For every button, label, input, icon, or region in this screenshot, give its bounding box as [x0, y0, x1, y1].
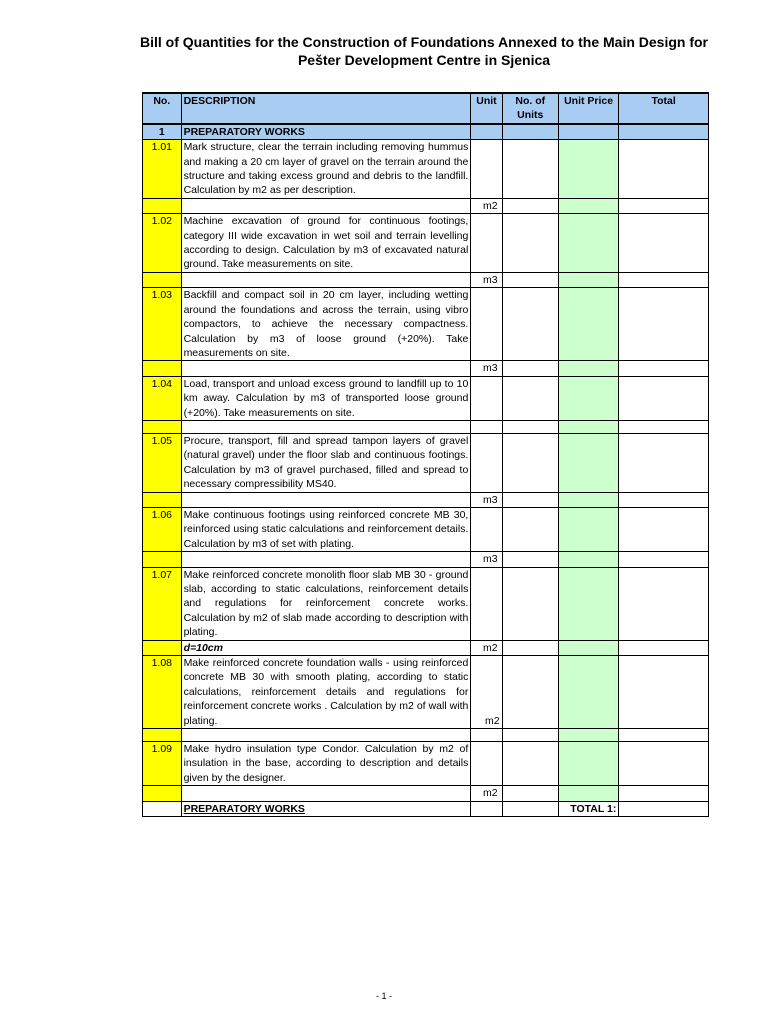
- item-description: Make continuous footings using reinforced concrete MB 30, reinforced using static calculations and reinforcement details. Calculation by m3 of set with plating.: [181, 507, 471, 551]
- item-quantity: [502, 507, 558, 551]
- item-unit-row: [143, 552, 709, 567]
- item-total: [619, 507, 709, 551]
- item-unit-inline: [471, 288, 502, 361]
- item-unit-row: [143, 272, 709, 287]
- item-unit: m2: [471, 640, 502, 655]
- item-row: [143, 742, 709, 786]
- item-unit: m3: [471, 552, 502, 567]
- item-unit-price: [558, 214, 618, 273]
- item-no: 1.06: [143, 507, 182, 551]
- item-unit-inline: m2: [471, 656, 502, 729]
- item-unit-price: [558, 433, 618, 492]
- header-unit-price: Unit Price: [558, 93, 618, 124]
- item-row: [143, 288, 709, 361]
- item-description: Procure, transport, fill and spread tampon layers of gravel (natural gravel) under the floor slab and continuous footings. Calculation by m3 of gravel purchased, filled and spread to necessary compressibility MS40.: [181, 433, 471, 492]
- header-no: No.: [143, 93, 182, 124]
- item-unit-row: [143, 729, 709, 742]
- item-no: 1.02: [143, 214, 182, 273]
- item-no: 1.04: [143, 376, 182, 420]
- item-total: [619, 742, 709, 786]
- item-unit-inline: [471, 214, 502, 273]
- item-unit: [471, 420, 502, 433]
- item-unit-price: [558, 567, 618, 640]
- item-total: [619, 376, 709, 420]
- item-subnote: [181, 420, 471, 433]
- item-no: 1.05: [143, 433, 182, 492]
- item-description: Make reinforced concrete monolith floor slab MB 30 - ground slab, according to static calculations, reinforcement details and regulations for reinforcement concrete works. Calculation by m2 of slab made according to description with plating.: [181, 567, 471, 640]
- header-no-of-units: No. of Units: [502, 93, 558, 124]
- item-quantity: [502, 656, 558, 729]
- item-row: [143, 214, 709, 273]
- item-unit: m2: [471, 198, 502, 213]
- item-total: [619, 656, 709, 729]
- item-description: Make hydro insulation type Condor. Calculation by m2 of insulation in the base, according to description and details given by the designer.: [181, 742, 471, 786]
- item-unit-price: [558, 742, 618, 786]
- item-unit-inline: [471, 742, 502, 786]
- item-description: Load, transport and unload excess ground to landfill up to 10 km away. Calculation by m3 of transported loose ground (+20%). Take measurements on site.: [181, 376, 471, 420]
- item-unit-inline: [471, 507, 502, 551]
- page-number: - 1 -: [375, 991, 392, 1001]
- item-total: [619, 433, 709, 492]
- item-quantity: [502, 433, 558, 492]
- item-unit-price: [558, 656, 618, 729]
- item-subnote: d=10cm: [181, 640, 471, 655]
- item-unit-row: [143, 640, 709, 655]
- item-description: Machine excavation of ground for continuous footings, category III wide excavation in wet soil and terrain levelling according to design. Calculation by m3 of excavated natural ground. Take measurements on site.: [181, 214, 471, 273]
- item-no: 1.03: [143, 288, 182, 361]
- item-total: [619, 214, 709, 273]
- total-row-label: PREPARATORY WORKS: [181, 801, 471, 816]
- item-unit: m3: [471, 272, 502, 287]
- item-quantity: [502, 742, 558, 786]
- item-description: Make reinforced concrete foundation walls - using reinforced concrete MB 30 with smooth plating, according to static calculations, reinforcement details and regulations for reinforcement concrete works . Calculation by m2 of wall with plating.: [181, 656, 471, 729]
- item-total: [619, 140, 709, 199]
- item-unit-inline: [471, 140, 502, 199]
- total-label: TOTAL 1:: [558, 801, 618, 816]
- item-no: 1.09: [143, 742, 182, 786]
- header-total: Total: [619, 93, 709, 124]
- item-description: Mark structure, clear the terrain including removing hummus and making a 20 cm layer of gravel on the terrain around the structure and taking excess ground and debris to the landfill. Calculation by m2 as per description.: [181, 140, 471, 199]
- item-no: 1.01: [143, 140, 182, 199]
- item-description: Backfill and compact soil in 20 cm layer, including wetting around the foundations and across the terrain, using vibro compactors, to achieve the necessary compactness. Calculation by m3 of loose ground (+20%). Take measurements on site.: [181, 288, 471, 361]
- item-row: [143, 140, 709, 199]
- item-total: [619, 567, 709, 640]
- item-unit: m3: [471, 492, 502, 507]
- table-header-row: [143, 93, 709, 124]
- item-quantity: [502, 567, 558, 640]
- item-subnote: [181, 272, 471, 287]
- item-unit-inline: [471, 376, 502, 420]
- item-quantity: [502, 214, 558, 273]
- item-row: [143, 567, 709, 640]
- item-row: [143, 433, 709, 492]
- item-unit: m3: [471, 361, 502, 376]
- bill-of-quantities-table: [142, 92, 709, 817]
- item-unit-inline: [471, 433, 502, 492]
- item-no: 1.08: [143, 656, 182, 729]
- total-value-cell: [619, 801, 709, 816]
- item-unit-row: [143, 786, 709, 801]
- section-no: 1: [143, 124, 182, 140]
- section-row: [143, 124, 709, 140]
- item-no: 1.07: [143, 567, 182, 640]
- item-unit-row: [143, 198, 709, 213]
- item-subnote: [181, 198, 471, 213]
- item-quantity: [502, 288, 558, 361]
- item-subnote: [181, 552, 471, 567]
- item-unit-row: [143, 361, 709, 376]
- title-line-1: Bill of Quantities for the Construction of Foundations Annexed to the Main Design for: [139, 34, 709, 50]
- item-unit-row: [143, 420, 709, 433]
- item-subnote: [181, 786, 471, 801]
- item-subnote: [181, 492, 471, 507]
- item-unit: m2: [471, 786, 502, 801]
- items-body: [143, 140, 709, 801]
- item-unit-row: [143, 492, 709, 507]
- item-unit-price: [558, 288, 618, 361]
- item-unit-price: [558, 140, 618, 199]
- document-title: [0, 33, 768, 69]
- item-subnote: [181, 361, 471, 376]
- item-quantity: [502, 376, 558, 420]
- item-row: [143, 376, 709, 420]
- header-description: DESCRIPTION: [181, 93, 471, 124]
- item-total: [619, 288, 709, 361]
- header-unit: Unit: [471, 93, 502, 124]
- item-quantity: [502, 140, 558, 199]
- section-label: PREPARATORY WORKS: [181, 124, 471, 140]
- item-row: [143, 656, 709, 729]
- total-row: [143, 801, 709, 816]
- item-unit-price: [558, 507, 618, 551]
- item-row: [143, 507, 709, 551]
- item-unit-price: [558, 376, 618, 420]
- item-unit: [471, 729, 502, 742]
- title-line-2: Pešter Development Centre in Sjenica: [297, 52, 551, 68]
- item-subnote: [181, 729, 471, 742]
- item-unit-inline: [471, 567, 502, 640]
